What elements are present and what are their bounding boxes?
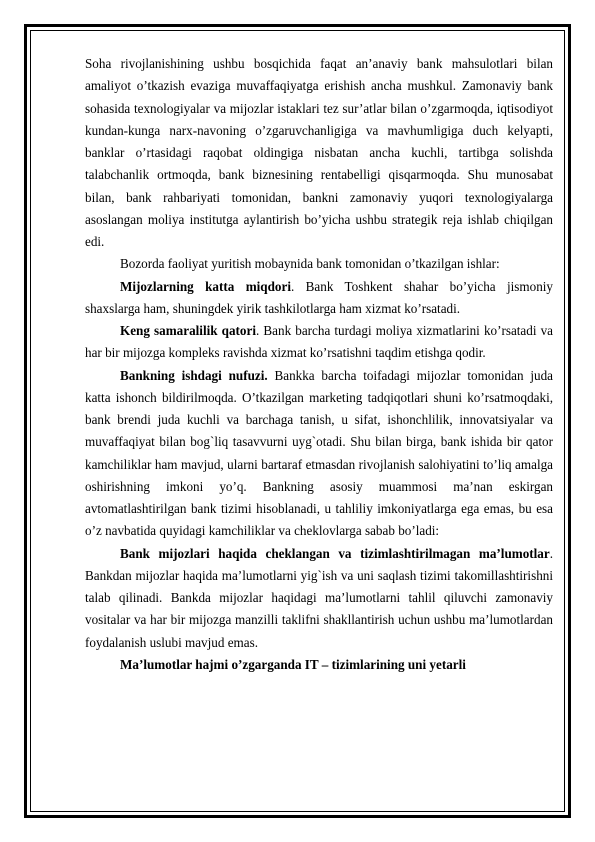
paragraph-data-volume: [85, 654, 553, 676]
text-efficiency: . Bank barcha turdagi moliya xizmatlarini ko’rsatadi va har bir mijozga kompleks ravishda xizmat ko’rsatishni taqdim etishga qodir.: [85, 323, 554, 361]
text-limited-info: . Bankdan mijozlar haqida ma’lumotlarni yig`ish va uni saqlash tizimi takomillashtirishni talab qilinadi. Bankda mijozlar haqidagi ma’lumotlarni tahlil qiluvchi zamonaviy vositalar va har bir mijozga manzilli taklifni shakllantirish uchun ushbu ma’lumotlardan foydalanish uslubi mavjud emas.: [85, 545, 553, 650]
text-clients: . Bank Toshkent shahar bo’yicha jismoniy shaxslarga ham, shuningdek yirik tashkilotlarga ham xizmat ko’rsatadi.: [85, 278, 553, 316]
paragraph-reputation: [85, 365, 553, 543]
paragraph-intro: Soha rivojlanishining ushbu bosqichida faqat an’anaviy bank mahsulotlari bilan amaliyot o’tkazish evaziga muvaffaqiyatga erishish ancha mushkul. Zamonaviy bank sohasida texnologiyalar va mijozlar istaklari tez sur’atlar bilan o’zgarmoqda, iqtisodiyot kundan-kunga narx-navoning o’zgaruvchanligiga va mavhumligiga duch kelyapti, banklar o’rtasidagi raqobat oldingiga nisbatan ancha kuchli, tartibga solishda talabchanlik ortmoqda, bank biznesining rentabelligi qisqarmoqda. Shu munosabat bilan, bank rahbariyati tomonidan, bankni zamonaviy yuqori texnologiyalarga asoslangan moliya institutga aylantirish bo’yicha ushbu strategik reja ishlab chiqilgan edi.: [85, 56, 553, 249]
text-reputation: Bankka barcha toifadagi mijozlar tomonidan juda katta ishonch bildirilmoqda. O’tkazilgan marketing tadqiqotlari shuni ko’rsatmoqdaki, bank brendi juda kuchli va barchaga tanish, u sifat, ishonchlilik, innovatsiyalar va muvaffaqiyat bilan bog`liq tasavvurni uyg`otadi. Shu bilan birga, bank ishida bir qator kamchiliklar ham mavjud, ularni bartaraf etmasdan rivojlanish salohiyatini to’liq amalga oshirishning imkoni yo’q. Bankning asosiy muammosi ma’nan eskirgan avtomatlashtirilgan bank tizimi hisoblanadi, u tahliliy imkoniyatlarga ega emas, bu esa o’z navbatida quyidagi kamchiliklar va cheklovlarga sabab bo’ladi:: [85, 367, 553, 539]
heading-data-volume: Ma’lumotlar hajmi o’zgarganda IT – tizimlarining uni yetarli: [120, 656, 466, 672]
document-body: [85, 53, 553, 676]
paragraph-efficiency: [85, 320, 553, 365]
paragraph-bank-work: Bozorda faoliyat yuritish mobaynida bank tomonidan o’tkazilgan ishlar:: [120, 256, 500, 272]
heading-efficiency: Keng samaralilik qatori: [120, 323, 256, 338]
heading-limited-info: Bank mijozlari haqida cheklangan va tizimlashtirilmagan ma’lumotlar: [120, 545, 550, 561]
paragraph-clients: [85, 276, 553, 321]
heading-clients: Mijozlarning katta miqdori: [120, 278, 291, 294]
paragraph-limited-info: [85, 543, 553, 654]
heading-reputation: Bankning ishdagi nufuzi.: [120, 367, 268, 383]
